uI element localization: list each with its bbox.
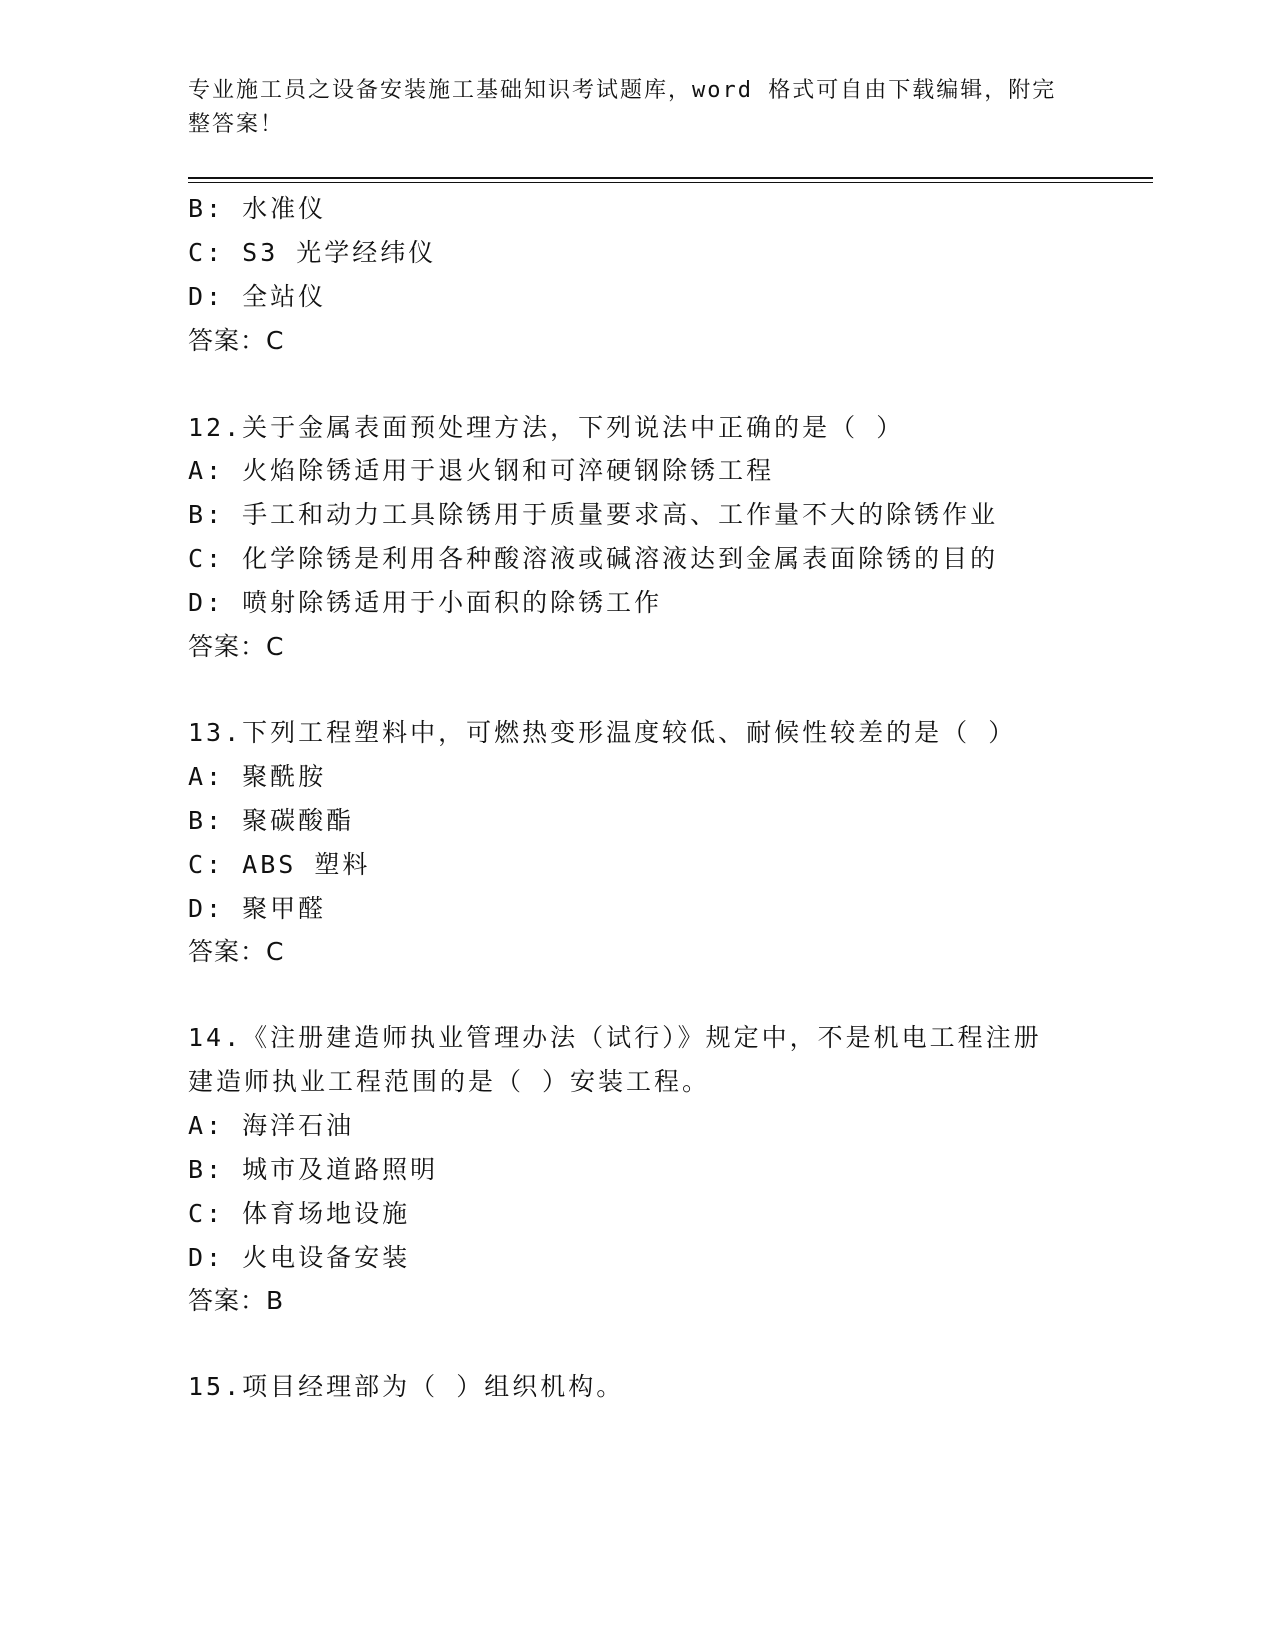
q13-option-c: C: ABS 塑料 <box>188 850 371 879</box>
q13-option-b: B: 聚碳酸酯 <box>188 806 355 835</box>
q14-option-d: D: 火电设备安装 <box>188 1243 411 1272</box>
document-header <box>188 74 1068 142</box>
q13-answer: 答案：C <box>188 937 285 966</box>
header-divider-thin <box>188 182 1153 183</box>
q12-option-c: C: 化学除锈是利用各种酸溶液或碱溶液达到金属表面除锈的目的 <box>188 544 999 573</box>
q14-answer: 答案：B <box>188 1286 285 1315</box>
q14-option-a: A: 海洋石油 <box>188 1111 355 1140</box>
q14-stem-line-2: 建造师执业工程范围的是（ ）安装工程。 <box>188 1067 711 1096</box>
q12-stem: 12.关于金属表面预处理方法，下列说法中正确的是（ ） <box>188 413 905 442</box>
q14-stem-line-1: 14.《注册建造师执业管理办法（试行）》规定中，不是机电工程注册 <box>188 1023 1042 1052</box>
q11-option-c: C: S3 光学经纬仪 <box>188 238 437 267</box>
q15-stem: 15.项目经理部为（ ）组织机构。 <box>188 1372 625 1401</box>
q14-option-c: C: 体育场地设施 <box>188 1199 411 1228</box>
header-line-2: 整答案！ <box>188 112 285 137</box>
q11-answer: 答案：C <box>188 326 285 355</box>
q13-stem: 13.下列工程塑料中，可燃热变形温度较低、耐候性较差的是（ ） <box>188 718 1017 747</box>
header-line-1: 专业施工员之设备安装施工基础知识考试题库，word 格式可自由下载编辑，附完 <box>188 78 1057 103</box>
q13-option-d: D: 聚甲醛 <box>188 894 327 923</box>
q11-option-b: B: 水准仪 <box>188 194 327 223</box>
q13-option-a: A: 聚酰胺 <box>188 762 327 791</box>
q14-option-b: B: 城市及道路照明 <box>188 1155 439 1184</box>
q12-option-a: A: 火焰除锈适用于退火钢和可淬硬钢除锈工程 <box>188 456 775 485</box>
q12-answer: 答案：C <box>188 632 285 661</box>
q11-option-d: D: 全站仪 <box>188 282 327 311</box>
q12-option-d: D: 喷射除锈适用于小面积的除锈工作 <box>188 588 663 617</box>
header-divider-thick <box>188 177 1153 179</box>
q12-option-b: B: 手工和动力工具除锈用于质量要求高、工作量不大的除锈作业 <box>188 500 999 529</box>
